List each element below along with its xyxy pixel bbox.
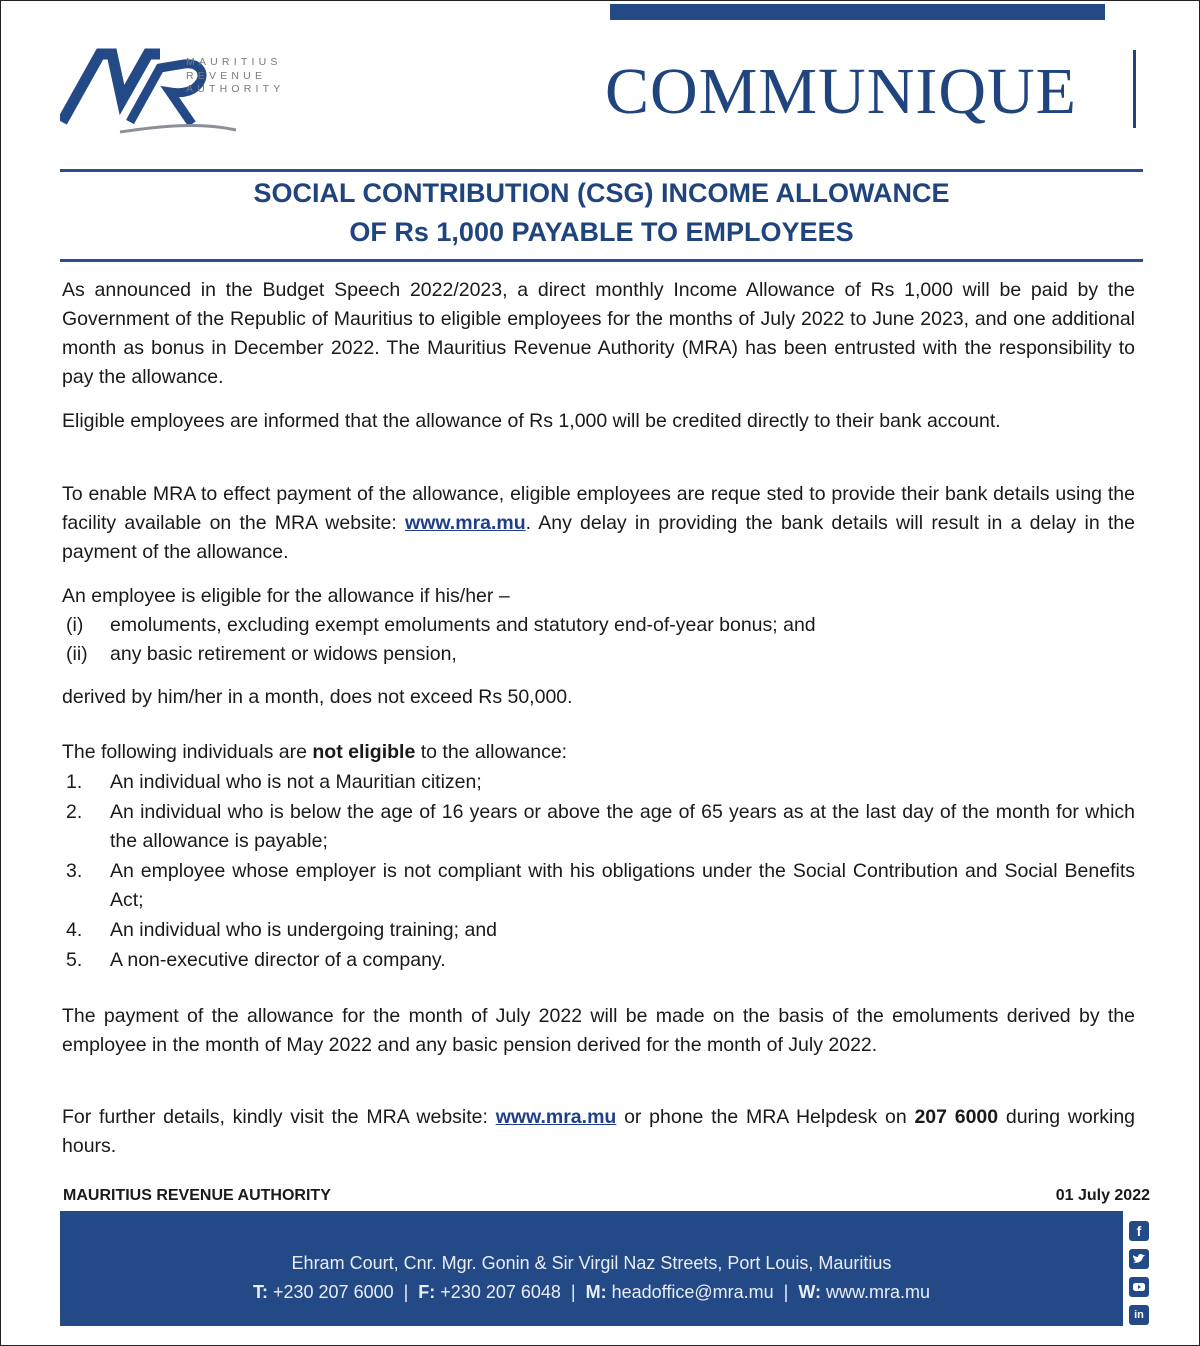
email-label: M: — [585, 1282, 607, 1302]
paragraph-text: during working hours. — [62, 1106, 1136, 1157]
paragraph-text: or phone the MRA Helpdesk on — [616, 1106, 915, 1128]
footer-banner — [60, 1211, 1123, 1326]
paragraph-eligibility: An employee is eligible for the allowance if his/her – — [62, 585, 510, 607]
footer-contact — [60, 1278, 1123, 1307]
communique-heading: COMMUNIQUE — [605, 55, 1077, 128]
paragraph-emphasis: not eligible — [312, 741, 416, 763]
fax-value: +230 207 6048 — [435, 1282, 561, 1302]
paragraph-credit: Eligible employees are informed that the allowance of Rs 1,000 will be credited directly to their bank account. — [62, 410, 1001, 432]
list-item-text: An individual who is below the age of 16 years or above the age of 65 years as at the last day of the month for which the allowance is payable; — [110, 801, 1135, 852]
youtube-icon[interactable] — [1129, 1277, 1149, 1297]
paragraph-payment-basis: The payment of the allowance for the month of July 2022 will be made on the basis of the emoluments derived by the employee in the month of May 2022 and any basic pension derived for the month of July 2022. — [62, 1005, 1135, 1056]
separator: | — [560, 1282, 586, 1302]
document-title — [60, 174, 1143, 252]
paragraph-not-eligible — [62, 738, 1135, 767]
mra-website-link[interactable]: www.mra.mu — [405, 512, 526, 534]
web-label: W: — [798, 1282, 821, 1302]
logo-text-line: REVENUE — [186, 69, 267, 82]
fax-label: F: — [418, 1282, 436, 1302]
logo-text — [186, 56, 284, 97]
communique-divider — [1133, 50, 1136, 128]
phone-label: T: — [252, 1282, 268, 1302]
list-item-number: 2. — [66, 801, 83, 823]
list-item-text: any basic retirement or widows pension, — [110, 643, 457, 665]
paragraph-text: The following individuals are — [62, 741, 313, 763]
signature-date: 01 July 2022 — [1055, 1187, 1150, 1204]
paragraph-bank-details — [62, 480, 1135, 567]
paragraph-threshold: derived by him/her in a month, does not exceed Rs 50,000. — [62, 686, 573, 708]
list-item-text: An individual who is undergoing training; and — [110, 919, 498, 941]
phone-value: +230 207 6000 — [267, 1282, 394, 1302]
logo-text-line: MAURITIUS — [186, 56, 282, 68]
title-line: SOCIAL CONTRIBUTION (CSG) INCOME ALLOWANCE — [253, 178, 950, 208]
paragraph-text: For further details, kindly visit the MRA website: — [62, 1106, 496, 1128]
footer-address: Ehram Court, Cnr. Mgr. Gonin & Sir Virgil Naz Streets, Port Louis, Mauritius — [291, 1253, 892, 1273]
separator: | — [773, 1282, 799, 1302]
list-item-text: emoluments, excluding exempt emoluments and statutory end-of-year bonus; and — [110, 614, 816, 636]
logo-text-line: AUTHORITY — [186, 83, 285, 95]
title-rule-bottom — [60, 259, 1143, 262]
list-item-number: 3. — [66, 860, 83, 882]
header-accent-bar — [610, 4, 1105, 20]
title-line: OF Rs 1,000 PAYABLE TO EMPLOYEES — [349, 217, 854, 247]
signature-org: MAURITIUS REVENUE AUTHORITY — [63, 1187, 331, 1204]
list-item-number: 1. — [66, 771, 83, 793]
list-item-number: 4. — [66, 919, 83, 941]
list-item-number: (ii) — [66, 643, 88, 665]
paragraph-further-details — [62, 1103, 1135, 1161]
list-item-text: An employee whose employer is not compliant with his obligations under the Social Contribution and Social Benefits Act; — [110, 860, 1135, 911]
paragraph-text: to the allowance: — [415, 741, 568, 763]
linkedin-icon[interactable]: in — [1129, 1305, 1149, 1325]
helpdesk-number: 207 6000 — [914, 1106, 999, 1128]
separator: | — [393, 1282, 419, 1302]
list-item-text: A non-executive director of a company. — [110, 949, 446, 971]
twitter-icon[interactable] — [1129, 1249, 1149, 1269]
paragraph-intro: As announced in the Budget Speech 2022/2023, a direct monthly Income Allowance of Rs 1,000 will be paid by the Government of the Republic of Mauritius to eligible employees for the months of July 2022 to June 2023, and one additional month as bonus in December 2022. The Mauritius Revenue Authority (MRA) has been entrusted with the responsibility to pay the allowance. — [62, 279, 1135, 388]
list-item-number: 5. — [66, 949, 83, 971]
paragraph-text: To enable MRA to effect payment of the allowance, eligible employees are reque sted to provide their bank details using the facility available on the MRA website: — [62, 483, 1135, 534]
facebook-icon[interactable]: f — [1129, 1221, 1149, 1241]
list-item-text: An individual who is not a Mauritian citizen; — [110, 771, 482, 793]
email-value[interactable]: headoffice@mra.mu — [606, 1282, 774, 1302]
title-rule-top — [60, 169, 1143, 172]
list-item-number: (i) — [66, 614, 84, 636]
web-value[interactable]: www.mra.mu — [821, 1282, 931, 1302]
mra-website-link[interactable]: www.mra.mu — [495, 1106, 617, 1128]
paragraph-text: . Any delay in providing the bank details will result in a delay in the payment of the allowance. — [62, 512, 1135, 563]
